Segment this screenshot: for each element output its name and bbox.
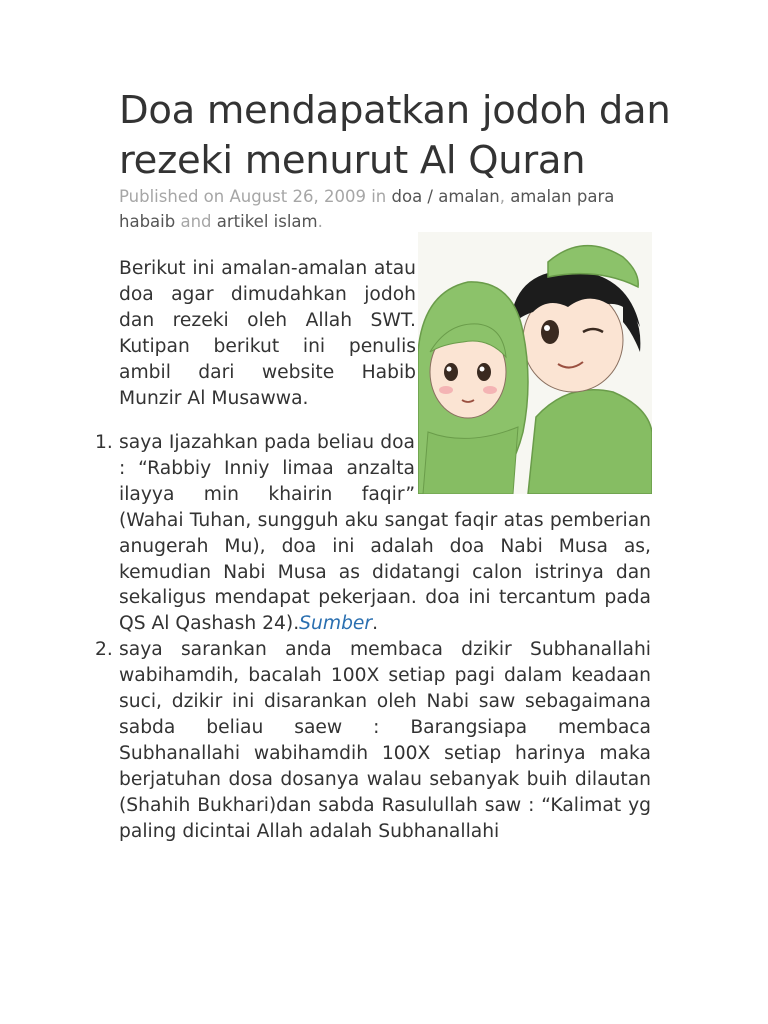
and-word: and <box>175 212 217 231</box>
meta-end: . <box>317 212 323 231</box>
article-title: Doa mendapatkan jodoh dan rezeki menurut Al Quran <box>119 88 671 183</box>
list-item <box>95 637 651 844</box>
category-link-artikel-islam[interactable]: artikel islam <box>216 212 318 231</box>
tips-list <box>95 430 651 845</box>
list-item-text: saya sarankan anda membaca dzikir Subhanallahi wabihamdih, bacalah 100X setiap pagi dalam keadaan suci, dzikir ini disarankan oleh Nabi saw sebagaimana sabda beliau saew : Barangsiapa membaca Subhanallahi wabihamdih 100X setiap harinya maka berjatuhan dosa dosanya walau sebanyak buih dilautan (Shahih Bukhari)dan sabda Rasulullah saw : “Kalimat yg paling dicintai Allah adalah Subhanallahi <box>119 639 651 842</box>
intro-paragraph: Berikut ini amalan-amalan atau doa agar dimudahkan jodoh dan rezeki oleh Allah SWT. Kutipan berikut ini penulis ambil dari website Habib Munzir Al Musawwa. <box>119 258 416 409</box>
category-link-amalan-para-habaib[interactable]: amalan para habaib <box>119 187 615 231</box>
source-link[interactable]: Sumber <box>299 613 373 635</box>
list-item-text: saya Ijazahkan pada beliau doa : “Rabbiy Inniy limaa anzalta ilayya min khairin faqir” (Wahai Tuhan, sungguh aku sangat faqir atas pemberian anugerah Mu), doa ini adalah doa Nabi Musa as, kemudian Nabi Musa as didatangi calon istrinya dan sekaligus mendapat pekerjaan. doa ini tercantum pada QS Al Qashash 24). <box>119 432 651 635</box>
category-link-doa-amalan[interactable]: doa / amalan <box>391 187 500 206</box>
list-number: 2. <box>95 639 113 661</box>
list-number: 1. <box>95 432 113 453</box>
in-word: in <box>365 187 392 206</box>
category-separator: , <box>499 187 511 206</box>
image-wrap-spacer <box>415 430 651 494</box>
article-meta <box>119 184 639 234</box>
list-item <box>95 430 651 637</box>
published-prefix: Published on <box>119 187 230 206</box>
list-item-end: . <box>372 613 379 635</box>
published-date: August 26, 2009 <box>229 187 366 206</box>
